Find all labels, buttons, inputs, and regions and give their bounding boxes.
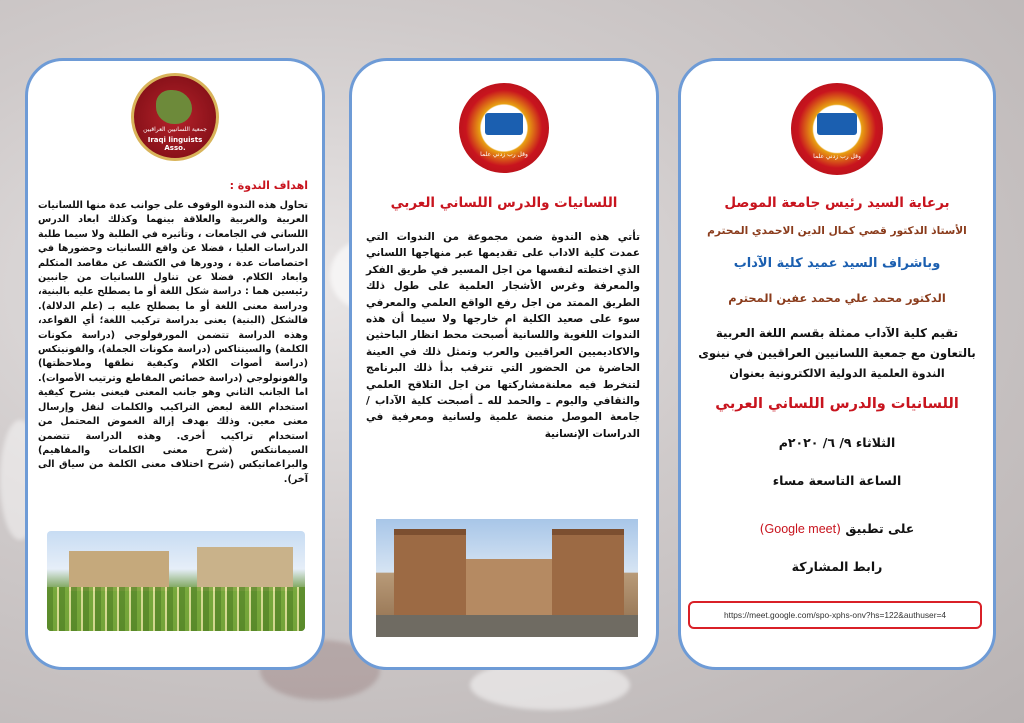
gate-tower-left — [394, 529, 466, 621]
iraqi-linguists-logo — [131, 73, 219, 161]
seminar-title: اللسانيات والدرس اللساني العربي — [715, 396, 959, 412]
organizer-line-3: الندوة العلمية الدولية الالكترونية بعنوان — [729, 367, 945, 380]
meeting-link[interactable]: https://meet.google.com/spo-xphs-onv?hs=122&authuser=4 — [723, 610, 947, 620]
platform-line: على تطبيق (Google meet) — [759, 521, 915, 536]
patronage-line: برعاية السيد رئيس جامعة الموصل — [724, 195, 950, 211]
right-panel — [678, 58, 996, 670]
iraq-map-icon — [156, 90, 192, 124]
middle-body: تأتي هذه الندوة ضمن مجموعة من الندوات التي عمدت كلية الاداب على تقديمها عبر منهاجها اللساني الذي اختطته لنفسها من اجل المسير في طريق الفكر والمعرفة وغرس الأشجار العلمية على طول ذلك الطريق الممتد من اجل رفع الواقع العلمي والمعرفي سوء على صعيد الكلية ام خارجها ولا سيما أن هذه الندوات اللغوية واللسانية أصبحت محط انظار الباحثين والاكاديميين العراقيين والعرب وتمثل ذلك في العينة الحاضرة من الحضور التي تترقب بدأ ذلك البرنامج لتنخرط فيه معلنةمشاركتها من اجل التلاقح العلمي والثقافي واليوم ـ والحمد لله ـ أصبحت كلية الآداب / جامعة الموصل منصة علمية ولسانية ومعرفية في الدراسات الإنسانية — [366, 231, 640, 440]
middle-panel — [349, 58, 659, 670]
logo-label-ar: جمعية اللسانيين العراقيين — [143, 126, 207, 133]
seminar-date: الثلاثاء ٩/ ٦/ ٢٠٢٠م — [778, 435, 896, 450]
university-building-photo — [47, 531, 305, 631]
gate-tower-right — [552, 529, 624, 621]
book-icon — [485, 113, 523, 135]
organizer-line-1: تقيم كلية الآداب ممثلة بقسم اللغة العربية — [715, 326, 959, 340]
ground — [376, 615, 638, 637]
left-panel — [25, 58, 325, 670]
university-gate-photo — [376, 519, 638, 637]
join-label: رابط المشاركة — [791, 559, 883, 574]
gate-arch — [466, 559, 552, 615]
building-shape — [197, 547, 293, 591]
dean-line: الدكتور محمد علي محمد عفين المحترم — [728, 291, 946, 305]
blank-patch — [120, 171, 208, 199]
middle-title: اللسانيات والدرس اللساني العربي — [390, 195, 618, 211]
university-of-mosul-logo — [791, 83, 883, 175]
grass-flowers — [47, 587, 305, 631]
logo-motto: وقل رب زدني علما — [480, 151, 528, 158]
supervision-line: وباشراف السيد عميد كلية الآداب — [733, 256, 941, 271]
logo-label-en: Iraqi linguists Asso. — [147, 136, 203, 152]
logo-motto: وقل رب زدني علما — [813, 153, 861, 160]
seminar-time: الساعة التاسعة مساء — [772, 473, 902, 488]
president-line: الأستاذ الدكتور قصي كمال الدين الاحمدي المحترم — [707, 225, 967, 237]
university-of-mosul-logo — [459, 83, 549, 173]
platform-prefix: على تطبيق — [845, 521, 915, 536]
platform-name: Google meet — [764, 522, 837, 536]
book-icon — [817, 113, 857, 135]
organizer-line-2: بالتعاون مع جمعية اللسانيين العراقيين في نينوى — [698, 346, 976, 360]
meeting-link-box[interactable] — [688, 601, 982, 629]
goals-body: تحاول هذه الندوة الوقوف على جوانب عدة منها اللسانيات العربية والغربية والعلاقة بينهما وكذلك ابعاد الدرس اللساني في الجامعات ، وتأثيره في الطلبة ولا سيما طلبة الدراسات العليا ، فضلا عن واقع اللسانيات وحضورها في اختصاصات عدة ، ودورها في الكشف عن مقاصد المتكلم وابعاد الكلام. فضلا عن تناول اللسانيات من جانبين رئيسين هما : دراسة شكل اللغة أو ما يصطلح عليه بالبنية، ودراسة معنى اللغة أو ما يصطلح عليه بـ (علم الدلالة). فالشكل (البنية) يعنى بدراسة تركيب اللغة؛ أي القواعد، وهذه الدراسة تتضمن المورفولوجي (دراسة مكونات الكلمة) والسينتاكس (دراسة مكونات الجملة)، والفونيتكس (دراسة أصوات الكلام وكيفية نطقها وملاحظتها) والفونولوجي (دراسة خصائص المقاطع وترتيب الأصوات). اما الجانب الثاني وهو جانب المعنى فيعنى بشرح كيفية استخدام اللغة لبعض التراكيب والكلمات لنقل وإرسال معنى معين. وذلك بهدف إزالة الغموض المحتمل من استخدام تراكيب أخرى. وهذه الدراسة تتضمن السيمانتكس (شرح معنى الكلمات والمفاهيم) والبراغماتيكس (شرح اختلاف معنى الكلمة من سياق الى آخر). — [38, 200, 308, 485]
building-shape — [69, 551, 169, 591]
goals-heading: اهداف الندوة : — [229, 179, 308, 192]
